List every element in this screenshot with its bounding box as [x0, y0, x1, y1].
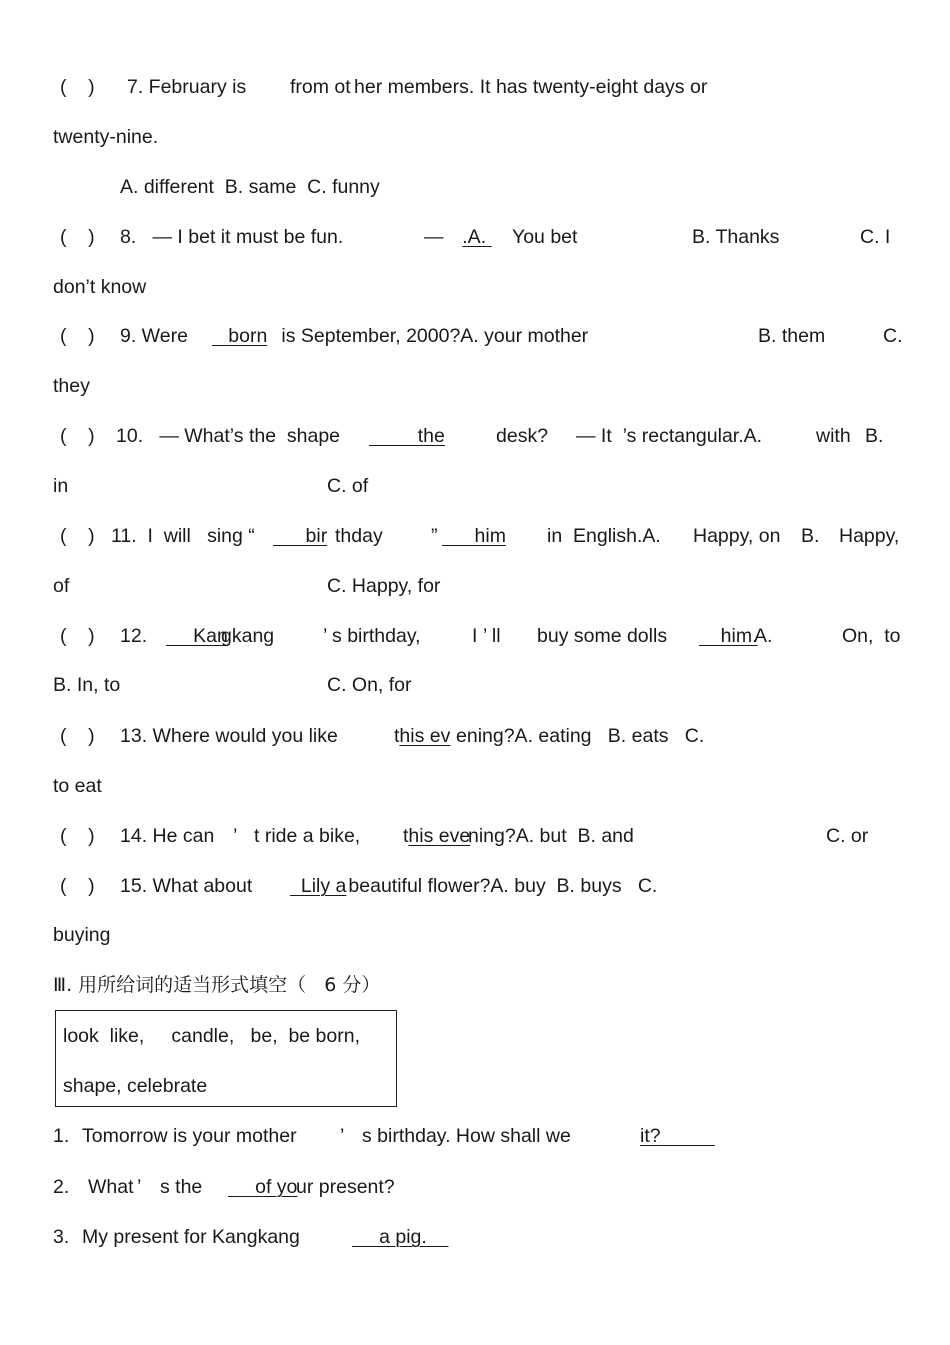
s2-number: 2. — [53, 1176, 70, 1198]
q12-text-mid4: buy some dolls — [537, 625, 668, 647]
q8-option-a: You bet — [512, 226, 578, 248]
q15-continuation: buying — [53, 924, 111, 946]
s3-blank[interactable]: a pig. — [379, 1226, 427, 1248]
q11-option-b-text: Happy, — [839, 525, 900, 547]
s2-blank[interactable]: of yo — [255, 1176, 298, 1198]
s2-apostrophe: ’ — [137, 1176, 142, 1198]
q12-continuation: B. In, to — [53, 674, 121, 696]
q12-text-mid1: gkang — [221, 625, 275, 647]
q14-apostrophe: ’ — [233, 825, 238, 847]
q13-bracket: ( ) — [60, 725, 95, 747]
q12-option-a: On, to — [842, 625, 901, 647]
q7-text-after: her members. It has twenty-eight days or — [354, 76, 708, 98]
q10-bracket: ( ) — [60, 425, 95, 447]
q8-option-b: B. Thanks — [692, 226, 780, 248]
q11-text-after: in English.A. — [547, 525, 661, 547]
q7-continuation: twenty-nine. — [53, 126, 159, 148]
s2-text: What — [88, 1176, 134, 1198]
q7-bracket: ( ) — [60, 76, 95, 98]
s3-text: My present for Kangkang — [82, 1226, 300, 1248]
q11-continuation: of — [53, 575, 70, 597]
s1-blank[interactable]: it? — [640, 1125, 661, 1147]
s3-number: 3. — [53, 1226, 70, 1248]
q9-continuation: they — [53, 375, 90, 397]
q12-number: 12. — [120, 625, 148, 647]
q14-option-c: C. or — [826, 825, 869, 847]
q7-text: 7. February is — [127, 76, 247, 98]
q13-continuation: to eat — [53, 775, 102, 797]
q14-blank[interactable]: this eve — [403, 825, 471, 847]
q9-text-after: is September, 2000?A. your mother — [276, 325, 589, 347]
q7-blank-underline — [301, 75, 328, 99]
q11-text: 11. I will sing “ — [111, 525, 255, 547]
q9-blank[interactable]: born — [228, 325, 268, 347]
word-bank-line-1: look like, candle, be, be born, — [63, 1025, 361, 1047]
q7-options: A. different B. same C. funny — [120, 176, 380, 198]
q12-bracket: ( ) — [60, 625, 95, 647]
q9-text: 9. Were — [120, 325, 188, 347]
q8-bracket: ( ) — [60, 226, 95, 248]
q11-bracket: ( ) — [60, 525, 95, 547]
s1-apostrophe: ’ — [340, 1125, 345, 1147]
q15-text-after: beautiful flower?A. buy B. buys C. — [343, 875, 658, 897]
q15-bracket: ( ) — [60, 875, 95, 897]
q11-option-b: B. — [801, 525, 820, 547]
q10-continuation: in — [53, 475, 69, 497]
q11-text-mid: thday — [335, 525, 383, 547]
q10-text-mid: desk? — [496, 425, 549, 447]
q15-text: 15. What about — [120, 875, 253, 897]
q7-blank[interactable]: from ot — [290, 76, 351, 98]
q9-option-c: C. — [883, 325, 903, 347]
q12-text-mid2: ’ s birthday, — [323, 625, 421, 647]
word-bank-line-2: shape, celebrate — [63, 1075, 208, 1097]
q13-text-after: ening?A. eating B. eats C. — [456, 725, 705, 747]
q12-blank-2[interactable]: him. — [720, 625, 758, 647]
q15-blank[interactable]: Lily a — [300, 875, 347, 897]
q12-blank-1[interactable]: Kan — [193, 625, 228, 647]
q12-option-c: C. On, for — [327, 674, 412, 696]
q11-blank-2[interactable]: him — [474, 525, 506, 547]
s1-text: Tomorrow is your mother — [82, 1125, 297, 1147]
q11-blank-1[interactable]: bir — [305, 525, 328, 547]
q10-option-a: with — [816, 425, 851, 447]
q11-option-c: C. Happy, for — [327, 575, 441, 597]
q10-blank[interactable]: the — [417, 425, 445, 447]
q14-text-mid: t ride a bike, — [254, 825, 361, 847]
q10-option-b: B. — [865, 425, 884, 447]
q12-text-mid3: I ’ ll — [472, 625, 501, 647]
q14-bracket: ( ) — [60, 825, 95, 847]
q13-text: 13. Where would you like — [120, 725, 338, 747]
q11-option-a: Happy, on — [693, 525, 781, 547]
q8-blank[interactable]: .A. — [462, 226, 492, 248]
s2-text-after: ur present? — [296, 1176, 395, 1198]
s1-text-after: s birthday. How shall we — [362, 1125, 571, 1147]
q8-text: 8. — I bet it must be fun. — [120, 226, 344, 248]
q14-text: 14. He can — [120, 825, 215, 847]
q10-option-c: C. of — [327, 475, 369, 497]
q9-option-b: B. them — [758, 325, 826, 347]
q12-text-after: A. — [754, 625, 773, 647]
s2-text-mid: s the — [160, 1176, 203, 1198]
q9-bracket: ( ) — [60, 325, 95, 347]
q11-quote: ” — [431, 525, 438, 547]
q14-text-after: ning?A. but B. and — [468, 825, 634, 847]
q8-dash: — — [424, 226, 444, 248]
q13-blank[interactable]: this ev — [394, 725, 451, 747]
q8-option-c: C. I — [860, 226, 891, 248]
q10-text: 10. — What’s the shape — [116, 425, 341, 447]
q8-continuation: don’t know — [53, 276, 147, 298]
q10-text-after: — It ’s rectangular.A. — [576, 425, 763, 447]
s1-number: 1. — [53, 1125, 70, 1147]
section-3-title: Ⅲ. 用所给词的适当形式填空（ 6 分） — [53, 974, 381, 996]
